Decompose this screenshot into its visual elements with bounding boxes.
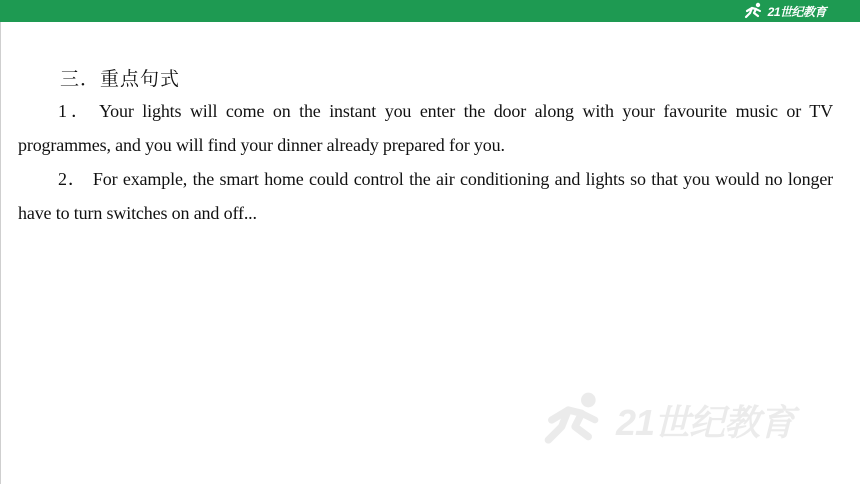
document-content [18, 64, 833, 230]
brand-logo [744, 1, 826, 21]
header-bar [0, 0, 860, 22]
left-border [0, 22, 1, 484]
brand-name: 21世纪教育 [767, 4, 826, 19]
runner-logo-icon [540, 390, 610, 450]
sentence-1 [18, 94, 833, 162]
section-heading: 三．重点句式 [60, 68, 181, 90]
sentence-2 [18, 162, 833, 230]
sentence-text: Your lights will come on the instant you enter the door along with your favourite music or TV programmes, and you will find your dinner already prepared for you. [18, 101, 833, 155]
watermark-text: 21世纪教育 [616, 401, 795, 443]
runner-logo-icon [744, 2, 764, 20]
sentence-text: For example, the smart home could control the air conditioning and lights so that you would no longer have to turn switches on and off... [18, 169, 834, 223]
watermark [540, 380, 840, 460]
sentence-number: 2． [58, 169, 87, 189]
sentence-number: 1． [58, 101, 94, 121]
